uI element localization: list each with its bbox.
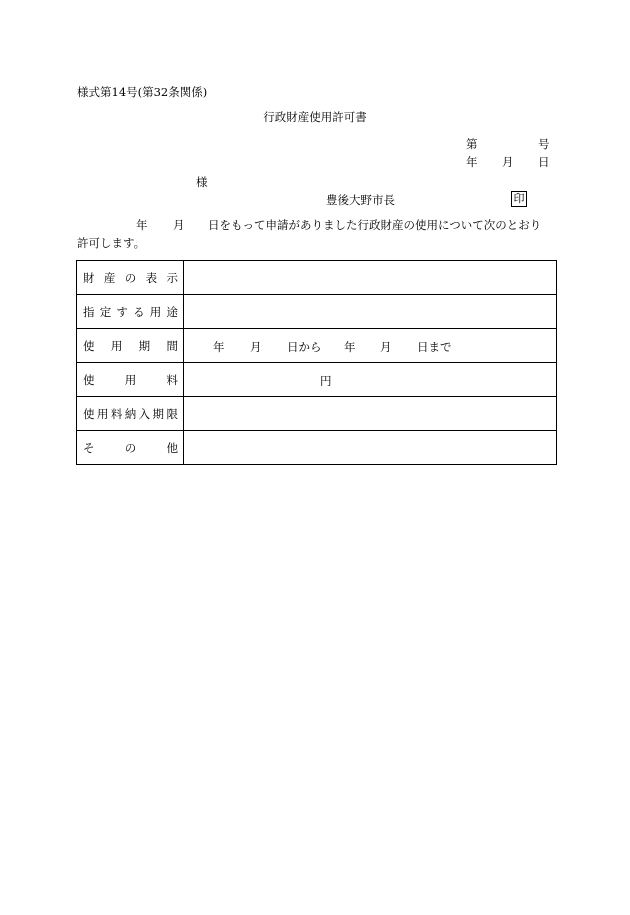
table-row — [77, 295, 557, 329]
value-usage-period — [184, 329, 557, 363]
label-char: 指 — [83, 304, 95, 319]
label-designated-use — [77, 295, 184, 329]
document-title: 行政財産使用許可書 — [263, 110, 367, 124]
label-char: の — [124, 270, 137, 285]
doc-number-suffix: 号 — [538, 137, 550, 151]
label-char: 入 — [138, 406, 151, 421]
label-char: の — [124, 440, 137, 455]
label-other — [77, 431, 184, 465]
label-char: 他 — [166, 440, 178, 455]
table-row — [77, 329, 557, 363]
permit-details-table — [76, 260, 557, 465]
label-char: 途 — [166, 304, 178, 319]
label-char: 期 — [138, 338, 151, 353]
label-char: 財 — [83, 270, 95, 285]
period-end-year: 年 — [344, 340, 356, 354]
label-char: 用 — [110, 338, 123, 353]
label-char: 示 — [166, 270, 178, 285]
label-usage-fee — [77, 363, 184, 397]
value-other — [184, 431, 557, 465]
label-char: 用 — [149, 304, 162, 319]
label-usage-period — [77, 329, 184, 363]
body-month: 月 — [173, 218, 185, 232]
value-usage-fee — [184, 363, 557, 397]
label-property-description — [77, 261, 184, 295]
label-fee-payment-deadline — [77, 397, 184, 431]
label-char: 産 — [103, 270, 116, 285]
issue-date-year: 年 — [466, 155, 478, 169]
label-char: 定 — [99, 304, 112, 319]
value-fee-payment-deadline — [184, 397, 557, 431]
body-rest: 日をもって申請がありました行政財産の使用について次のとおり — [208, 218, 542, 232]
period-start-day: 日から — [287, 340, 322, 354]
fee-unit-yen: 円 — [320, 374, 332, 388]
period-end-month: 月 — [380, 340, 392, 354]
seal-stamp: 印 — [511, 191, 527, 207]
period-end-day: 日まで — [417, 340, 452, 354]
period-start-month: 月 — [250, 340, 262, 354]
issue-date-day: 日 — [538, 155, 550, 169]
label-char: 料 — [110, 406, 123, 421]
label-char: す — [116, 304, 128, 319]
label-char: 間 — [166, 338, 178, 353]
label-char: 限 — [166, 406, 178, 421]
doc-number-prefix: 第 — [466, 137, 478, 151]
period-start-year: 年 — [213, 340, 225, 354]
body-text-line2: 許可します。 — [77, 236, 146, 250]
label-char: 期 — [152, 406, 165, 421]
label-char: 使 — [83, 372, 95, 387]
label-char: 用 — [96, 406, 109, 421]
recipient-honorific: 様 — [196, 175, 208, 189]
label-char: 料 — [166, 372, 178, 387]
label-char: る — [133, 304, 145, 319]
label-char: 納 — [124, 406, 137, 421]
label-char: 使 — [83, 406, 95, 421]
label-char: 使 — [83, 338, 95, 353]
value-designated-use — [184, 295, 557, 329]
table-row — [77, 397, 557, 431]
issue-date-month: 月 — [502, 155, 514, 169]
table-row — [77, 261, 557, 295]
label-char: そ — [83, 440, 95, 455]
body-year: 年 — [136, 218, 148, 232]
issuer-name: 豊後大野市長 — [326, 193, 395, 207]
value-property-description — [184, 261, 557, 295]
label-char: 用 — [124, 372, 137, 387]
form-number: 様式第14号(第32条関係) — [77, 85, 208, 99]
label-char: 表 — [145, 270, 158, 285]
table-row — [77, 363, 557, 397]
table-row — [77, 431, 557, 465]
